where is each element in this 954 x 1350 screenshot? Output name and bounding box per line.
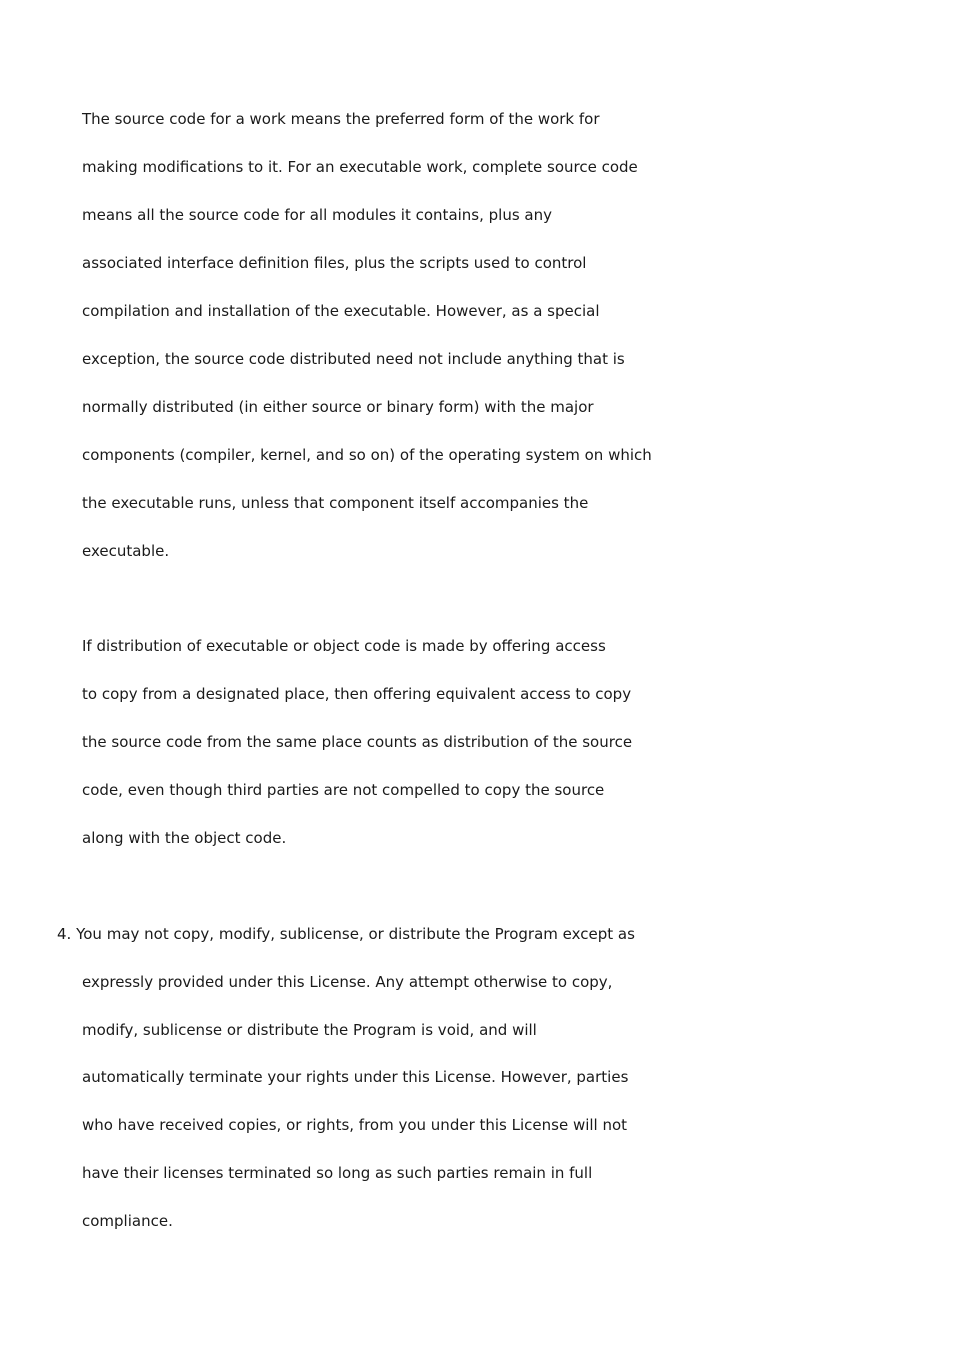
text-line: the executable runs, unless that component itself accompanies the: [82, 494, 589, 512]
text-line: modify, sublicense or distribute the Program is void, and will: [82, 1021, 537, 1039]
text-line: have their licenses terminated so long as such parties remain in full: [82, 1164, 593, 1182]
text-line: associated interface definition files, plus the scripts used to control: [82, 254, 587, 272]
text-line: If distribution of executable or object code is made by offering access: [82, 637, 606, 655]
text-line: making modifications to it. For an executable work, complete source code: [82, 158, 638, 176]
text-line: normally distributed (in either source or binary form) with the major: [82, 398, 594, 416]
text-line: who have received copies, or rights, from you under this License will not: [82, 1116, 628, 1134]
text-line: executable.: [82, 542, 170, 560]
text-line: expressly provided under this License. Any attempt otherwise to copy,: [82, 973, 613, 991]
text-line: code, even though third parties are not compelled to copy the source: [82, 781, 605, 799]
text-line: The source code for a work means the preferred form of the work for: [82, 110, 600, 128]
text-line: to copy from a designated place, then offering equivalent access to copy: [82, 685, 632, 703]
text-line: exception, the source code distributed need not include anything that is: [82, 350, 625, 368]
text-line: 4. You may not copy, modify, sublicense, or distribute the Program except as: [57, 925, 635, 943]
text-line: automatically terminate your rights under this License. However, parties: [82, 1068, 629, 1086]
text-line: compilation and installation of the executable. However, as a special: [82, 302, 600, 320]
text-line: along with the object code.: [82, 829, 287, 847]
text-line: means all the source code for all modules it contains, plus any: [82, 206, 553, 224]
text-line: compliance.: [82, 1212, 173, 1230]
text-line: components (compiler, kernel, and so on) of the operating system on which: [82, 446, 652, 464]
text-line: the source code from the same place counts as distribution of the source: [82, 733, 633, 751]
